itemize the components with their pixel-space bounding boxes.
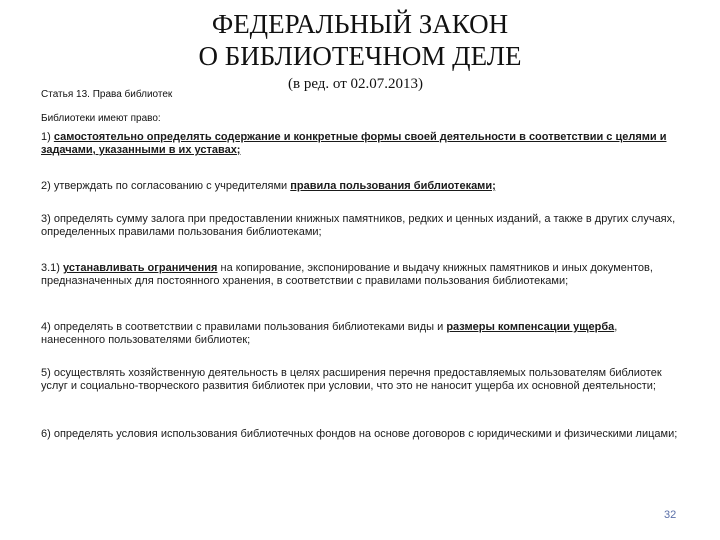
list-item-4 bbox=[41, 321, 681, 347]
intro-text: Библиотеки имеют право: bbox=[41, 113, 161, 124]
law-link[interactable]: самостоятельно определять содержание и конкретные формы своей деятельности в соответствии с целями и задачами, указанными в их уставах; bbox=[41, 131, 667, 156]
item-text: 2) утверждать по согласованию с учредителями bbox=[41, 180, 291, 192]
law-link[interactable]: размеры компенсации ущерба bbox=[446, 321, 615, 333]
item-text: 3.1) bbox=[41, 262, 64, 274]
item-text: 5) осуществлять хозяйственную деятельность в целях расширения перечня предоставляемых пользователям библиотек услуг и социально-творческого развития библиотек при условии, что это не наносит ущерба их основной деятельности; bbox=[41, 367, 662, 392]
title-line-2: О БИБЛИОТЕЧНОМ ДЕЛЕ bbox=[198, 41, 522, 71]
list-item-1 bbox=[41, 131, 681, 157]
list-item-2 bbox=[41, 180, 681, 193]
list-item-3-1 bbox=[41, 262, 681, 288]
item-text: 1) bbox=[41, 131, 54, 143]
list-item-6 bbox=[41, 428, 681, 441]
page-number: 32 bbox=[664, 509, 677, 521]
article-heading: Статья 13. Права библиотек bbox=[41, 89, 173, 100]
subtitle: (в ред. от 02.07.2013) bbox=[288, 76, 424, 92]
law-link[interactable]: устанавливать ограничения bbox=[63, 262, 218, 274]
item-text: , нанесенного пользователями библиотек; bbox=[41, 321, 618, 346]
item-text: 6) определять условия использования библиотечных фондов на основе договоров с юридическими и физическими лицами; bbox=[41, 428, 678, 440]
item-text: на копирование, экспонирование и выдачу книжных памятников и иных документов, предназначенных для постоянного хранения, в соответствии с правилами пользования библиотеками; bbox=[41, 262, 653, 287]
law-link[interactable]: правила пользования библиотеками; bbox=[290, 180, 496, 192]
list-item-3 bbox=[41, 213, 681, 239]
item-text: 4) определять в соответствии с правилами пользования библиотеками виды и bbox=[41, 321, 447, 333]
item-text: 3) определять сумму залога при предоставлении книжных памятников, редких и ценных изданий, а также в других случаях, определенных правилами пользования библиотеками; bbox=[41, 213, 676, 238]
list-item-5 bbox=[41, 367, 681, 393]
title-line-1: ФЕДЕРАЛЬНЫЙ ЗАКОН bbox=[211, 9, 509, 39]
